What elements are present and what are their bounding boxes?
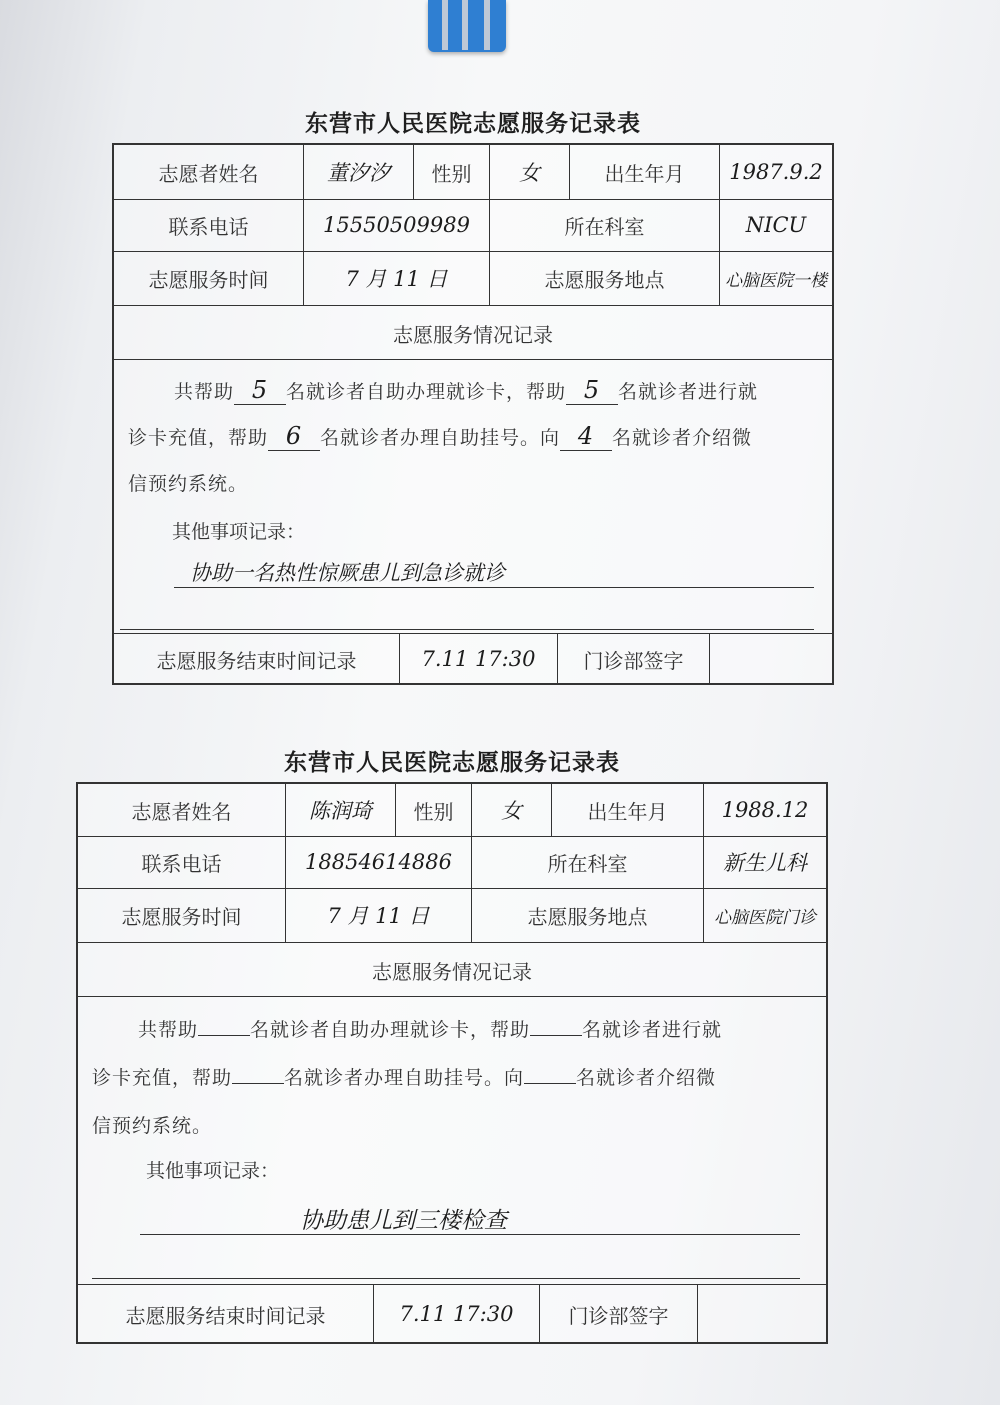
value-end-time: 7.11 17:30 — [374, 1285, 540, 1343]
label-gender: 性别 — [414, 145, 490, 199]
value-phone: 18854614886 — [286, 836, 472, 888]
row-time — [114, 251, 832, 306]
clip-wire — [484, 0, 490, 50]
value-time: 7 月 11 日 — [304, 251, 490, 305]
text-p2c: 名就诊者介绍微 — [612, 427, 753, 449]
label-dept: 所在科室 — [490, 199, 720, 251]
blank-n1 — [198, 1035, 250, 1036]
binder-clip — [428, 0, 506, 52]
para-line-3: 信预约系统。 — [92, 1115, 213, 1137]
label-phone: 联系电话 — [78, 836, 286, 888]
value-gender: 女 — [472, 784, 552, 836]
label-name: 志愿者姓名 — [114, 145, 304, 199]
clip-wire — [442, 0, 448, 50]
value-place: 心脑医院门诊 — [714, 907, 816, 928]
value-birth: 1988.12 — [721, 798, 809, 822]
para-line-1 — [92, 1006, 816, 1054]
value-phone: 15550509989 — [304, 199, 490, 251]
text-p2a: 诊卡充值，帮助 — [128, 427, 269, 449]
para-line-1 — [128, 369, 822, 415]
row-record-title — [114, 305, 832, 360]
para-line-2 — [128, 415, 822, 461]
label-place: 志愿服务地点 — [472, 888, 704, 942]
label-phone: 联系电话 — [114, 199, 304, 251]
volunteer-form-2 — [76, 740, 828, 1350]
writing-line — [140, 1234, 800, 1235]
form-title: 东营市人民医院志愿服务记录表 — [305, 110, 641, 137]
label-sign: 门诊部签字 — [558, 634, 710, 684]
value-gender: 女 — [490, 145, 570, 199]
value-birth: 1987.9.2 — [729, 160, 823, 184]
text-p1b: 名就诊者自助办理就诊卡，帮助 — [250, 1019, 531, 1041]
row-time — [78, 888, 826, 943]
value-dept: NICU — [745, 213, 807, 237]
blank-n4: 4 — [560, 422, 612, 451]
value-end-time: 7.11 17:30 — [400, 634, 558, 684]
label-birth: 出生年月 — [570, 145, 720, 199]
label-end: 志愿服务结束时间记录 — [78, 1285, 374, 1343]
label-dept: 所在科室 — [472, 836, 704, 888]
blank-n2: 5 — [566, 376, 618, 405]
text-p2b: 名就诊者办理自助挂号。向 — [320, 427, 561, 449]
label-end: 志愿服务结束时间记录 — [114, 634, 400, 684]
label-time: 志愿服务时间 — [78, 888, 286, 942]
row-phone — [78, 836, 826, 889]
text-p2c: 名就诊者介绍微 — [576, 1067, 717, 1089]
other-label: 其他事项记录： — [172, 521, 306, 543]
para-line-3: 信预约系统。 — [128, 473, 249, 495]
blank-n2 — [530, 1035, 582, 1036]
other-label: 其他事项记录： — [146, 1160, 280, 1182]
label-time: 志愿服务时间 — [114, 251, 304, 305]
value-time: 7 月 11 日 — [286, 888, 472, 942]
record-paragraph — [92, 1006, 816, 1150]
record-title: 志愿服务情况记录 — [393, 323, 553, 347]
blank-n4 — [524, 1083, 576, 1084]
record-title: 志愿服务情况记录 — [372, 960, 532, 984]
volunteer-form-1 — [112, 105, 834, 695]
label-name: 志愿者姓名 — [78, 784, 286, 836]
label-place: 志愿服务地点 — [490, 251, 720, 305]
para-line-2 — [92, 1054, 816, 1102]
other-value: 协助患儿到三楼检查 — [300, 1208, 507, 1234]
writing-line — [174, 587, 814, 588]
value-dept: 新生儿科 — [723, 851, 807, 875]
value-name: 董汐汐 — [304, 145, 414, 199]
blank-n3: 6 — [268, 422, 320, 451]
form-table — [112, 143, 834, 685]
clip-wire — [462, 0, 468, 50]
value-name: 陈润琦 — [286, 784, 396, 836]
form-title: 东营市人民医院志愿服务记录表 — [284, 749, 620, 776]
label-birth: 出生年月 — [552, 784, 704, 836]
row-end-time — [114, 633, 832, 684]
value-signature — [698, 1285, 826, 1343]
text-p2b: 名就诊者办理自助挂号。向 — [284, 1067, 525, 1089]
text-p2a: 诊卡充值，帮助 — [92, 1067, 233, 1089]
value-signature — [710, 634, 832, 684]
text-p1c: 名就诊者进行就 — [618, 381, 759, 403]
text-p1a: 共帮助 — [174, 381, 235, 403]
record-paragraph — [128, 369, 822, 507]
row-end-time — [78, 1284, 826, 1343]
row-record-title — [78, 942, 826, 997]
row-name — [114, 145, 832, 200]
writing-line — [120, 629, 814, 630]
form-table — [76, 782, 828, 1344]
other-value: 协助一名热性惊厥患儿到急诊就诊 — [190, 561, 505, 585]
row-name — [78, 784, 826, 837]
blank-n1: 5 — [234, 376, 286, 405]
text-p1a: 共帮助 — [138, 1019, 199, 1041]
blank-n3 — [232, 1083, 284, 1084]
text-p1b: 名就诊者自助办理就诊卡，帮助 — [286, 381, 567, 403]
writing-line — [92, 1278, 800, 1279]
value-place: 心脑医院一楼 — [725, 270, 827, 291]
label-sign: 门诊部签字 — [540, 1285, 698, 1343]
text-p1c: 名就诊者进行就 — [582, 1019, 723, 1041]
label-gender: 性别 — [396, 784, 472, 836]
row-phone — [114, 199, 832, 252]
